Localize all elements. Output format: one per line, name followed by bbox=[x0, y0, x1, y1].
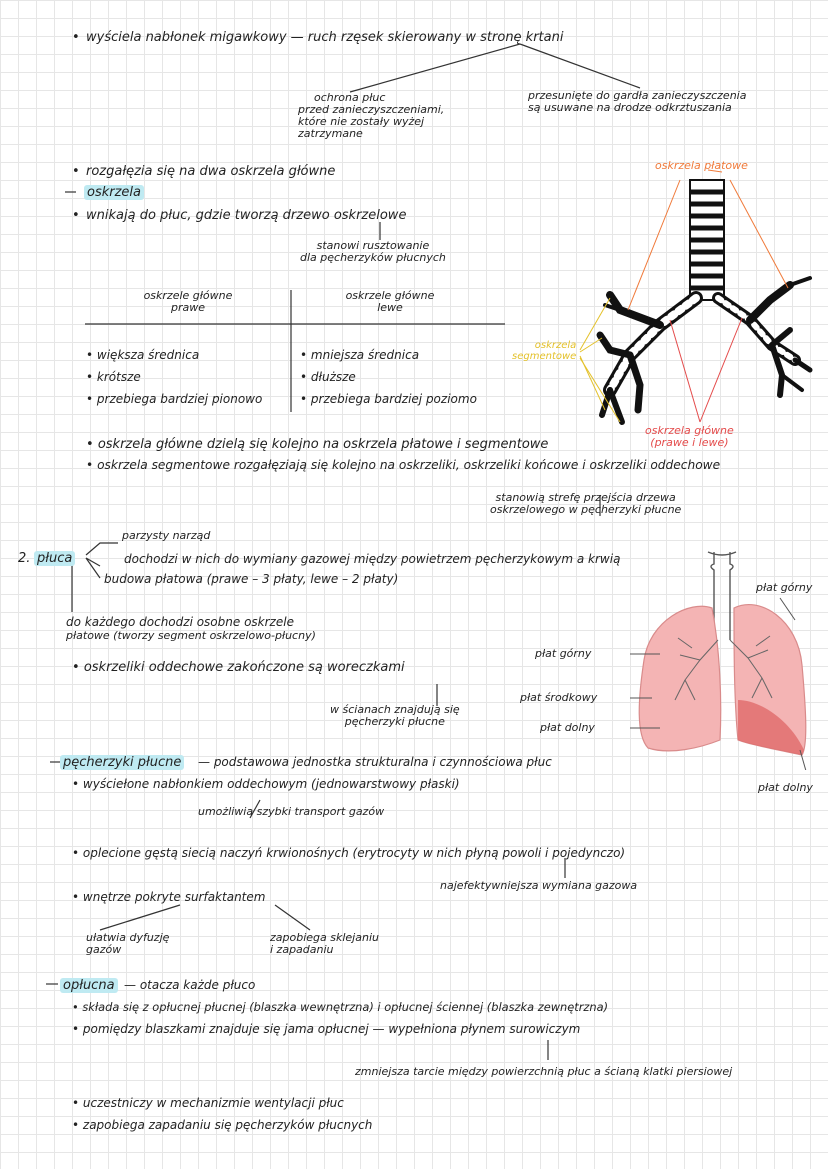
oplucna-definicja: — otacza każde płuco bbox=[124, 978, 256, 992]
bullet-dziela-sie: • oskrzela główne dzielą się kolejno na oskrzela płatowe i segmentowe bbox=[86, 437, 549, 452]
pluca-wymiana: dochodzi w nich do wymiany gazowej między powietrzem pęcherzykowym a krwią bbox=[124, 552, 621, 566]
bullet-marker-rozgalezia: • bbox=[72, 164, 80, 179]
label-oskrzela-glowne-line2: (prawe i lewe) bbox=[650, 436, 729, 449]
note-ochrona-line3: które nie zostały wyżej bbox=[298, 115, 425, 128]
label-plat-gorny-right: płat górny bbox=[535, 647, 592, 660]
note-strefa-przejscia bbox=[490, 492, 681, 516]
table-header-prawe-line1: oskrzele główne bbox=[143, 289, 233, 302]
heading-oplucna: opłucna bbox=[60, 978, 118, 993]
table-left-column bbox=[86, 344, 262, 410]
note-najefektywniejsza: najefektywniejsza wymiana gazowa bbox=[440, 879, 638, 892]
note-ochrona bbox=[298, 92, 444, 140]
table-header-prawe bbox=[118, 290, 258, 314]
table-header-lewe-line2: lewe bbox=[377, 301, 403, 314]
note-przesuniete-line1: przesunięte do gardła zanieczyszczenia bbox=[528, 89, 747, 102]
bullet-oplecione: • oplecione gęstą siecią naczyń krwionośnych (erytrocyty w nich płyną powoli i pojedynczo) bbox=[72, 846, 626, 860]
note-zmniejsza-tarcie: zmniejsza tarcie między powierzchnią płuc a ścianą klatki piersiowej bbox=[355, 1065, 733, 1078]
note-zapobiega-sklejaniu bbox=[270, 932, 379, 956]
label-oskrzela-segmentowe-line2: segmentowe bbox=[512, 351, 577, 362]
note-przesuniete-line2: są usuwane na drodze odkrztuszania bbox=[528, 101, 732, 114]
table-header-lewe-line1: oskrzele główne bbox=[345, 289, 435, 302]
bullet-wnetrze: • wnętrze pokryte surfaktantem bbox=[72, 890, 266, 904]
table-right-column bbox=[300, 344, 477, 410]
pluca-osobne-line1: do każdego dochodzi osobne oskrzele bbox=[66, 615, 294, 629]
note-rusztowanie-line1: stanowi rusztowanie bbox=[316, 239, 430, 252]
table-header-prawe-line2: prawe bbox=[170, 301, 205, 314]
bullet-marker-wysciela: • bbox=[72, 30, 80, 45]
table-right-item-2: • dłuższe bbox=[300, 370, 356, 384]
label-oskrzela-segmentowe bbox=[512, 340, 576, 362]
right-lung bbox=[639, 606, 720, 751]
bullet-sklada-sie: • składa się z opłucnej płucnej (blaszka wewnętrzna) i opłucnej ściennej (blaszka zewnętrzna) bbox=[72, 1000, 609, 1014]
table-right-item-1: • mniejsza średnica bbox=[300, 348, 420, 362]
note-zapobiega-line2: i zapadaniu bbox=[270, 943, 334, 956]
bullet-zapobiega-zapadaniu: • zapobiega zapadaniu się pęcherzyków płucnych bbox=[72, 1118, 373, 1132]
note-szybki-transport: umożliwia szybki transport gazów bbox=[198, 805, 385, 818]
bullet-uczestniczy: • uczestniczy w mechanizmie wentylacji płuc bbox=[72, 1096, 344, 1110]
table-left-item-2: • krótsze bbox=[86, 370, 141, 384]
trachea bbox=[690, 180, 724, 300]
section-number-2: 2. bbox=[18, 551, 31, 566]
bullet-rozgalezia: rozgałęzia się na dwa oskrzela główne bbox=[86, 164, 336, 179]
note-strefa-line1: stanowią strefę przejścia drzewa bbox=[495, 491, 676, 504]
heading-pluca: płuca bbox=[34, 551, 75, 566]
label-plat-srodkowy: płat środkowy bbox=[520, 691, 598, 704]
label-oskrzela-glowne-line1: oskrzela główne bbox=[645, 424, 734, 437]
note-zapobiega-line1: zapobiega sklejaniu bbox=[270, 931, 379, 944]
pecherzyki-definicja: — podstawowa jednostka strukturalna i czynnościowa płuc bbox=[198, 755, 552, 769]
label-oskrzela-segmentowe-line1: oskrzela bbox=[534, 340, 577, 351]
red-pointer-lines bbox=[670, 318, 742, 422]
heading-oskrzela: oskrzela bbox=[84, 185, 144, 200]
bullet-pomiedzy: • pomiędzy blaszkami znajduje się jama opłucnej — wypełniona płynem surowiczym bbox=[72, 1022, 581, 1036]
note-w-scianach-line2: pęcherzyki płucne bbox=[344, 715, 445, 728]
pluca-budowa: budowa płatowa (prawe – 3 płaty, lewe – 2 płaty) bbox=[104, 572, 399, 586]
bullet-wnikaja: wnikają do płuc, gdzie tworzą drzewo oskrzelowe bbox=[86, 208, 407, 223]
note-ulatwia-line2: gazów bbox=[86, 943, 122, 956]
pluca-osobne-line2: płatowe (tworzy segment oskrzelowo-płucny) bbox=[66, 629, 316, 642]
table-right-item-3: • przebiega bardziej poziomo bbox=[300, 392, 477, 406]
note-rusztowanie bbox=[300, 240, 446, 264]
bullet-rozgaleziaja: • oskrzela segmentowe rozgałęziają się kolejno na oskrzeliki, oskrzeliki końcowe i oskrzeliki oddechowe bbox=[86, 458, 721, 472]
table-left-item-1: • większa średnica bbox=[86, 348, 200, 362]
table-left-item-3: • przebiega bardziej pionowo bbox=[86, 392, 263, 406]
bronchial-tree-figure bbox=[510, 160, 828, 460]
pluca-osobne-oskrzele bbox=[66, 615, 316, 642]
label-oskrzela-glowne bbox=[645, 425, 734, 449]
note-rusztowanie-line2: dla pęcherzyków płucnych bbox=[300, 251, 446, 264]
label-oskrzela-platowe: oskrzela płatowe bbox=[655, 159, 748, 172]
note-w-scianach bbox=[330, 704, 460, 728]
label-plat-dolny-left: płat dolny bbox=[758, 781, 813, 794]
note-przesuniete bbox=[528, 90, 746, 114]
heading-pecherzyki: pęcherzyki płucne bbox=[60, 755, 184, 770]
note-strefa-line2: oskrzelowego w pęcherzyki płucne bbox=[490, 503, 682, 516]
note-ochrona-line2: przed zanieczyszczeniami, bbox=[298, 103, 445, 116]
label-plat-dolny-right: płat dolny bbox=[540, 721, 595, 734]
note-w-scianach-line1: w ścianach znajdują się bbox=[330, 703, 460, 716]
note-ulatwia-dyfuzje bbox=[86, 932, 169, 956]
note-ochrona-line1: ochrona płuc bbox=[314, 91, 386, 104]
bullet-oskrzeliki-oddechowe: • oskrzeliki oddechowe zakończone są woreczkami bbox=[72, 660, 405, 675]
bullet-wyscielone: • wyściełone nabłonkiem oddechowym (jednowarstwowy płaski) bbox=[72, 777, 460, 791]
note-ulatwia-line1: ułatwia dyfuzję bbox=[86, 931, 170, 944]
bullet-wysciela: wyściela nabłonek migawkowy — ruch rzęsek skierowany w stronę krtani bbox=[86, 30, 564, 45]
bullet-marker-wnikaja: • bbox=[72, 208, 80, 223]
pluca-parzysty: parzysty narząd bbox=[122, 529, 211, 542]
note-ochrona-line4: zatrzymane bbox=[298, 127, 363, 140]
table-header-lewe bbox=[320, 290, 460, 314]
label-plat-gorny-left: płat górny bbox=[756, 581, 813, 594]
